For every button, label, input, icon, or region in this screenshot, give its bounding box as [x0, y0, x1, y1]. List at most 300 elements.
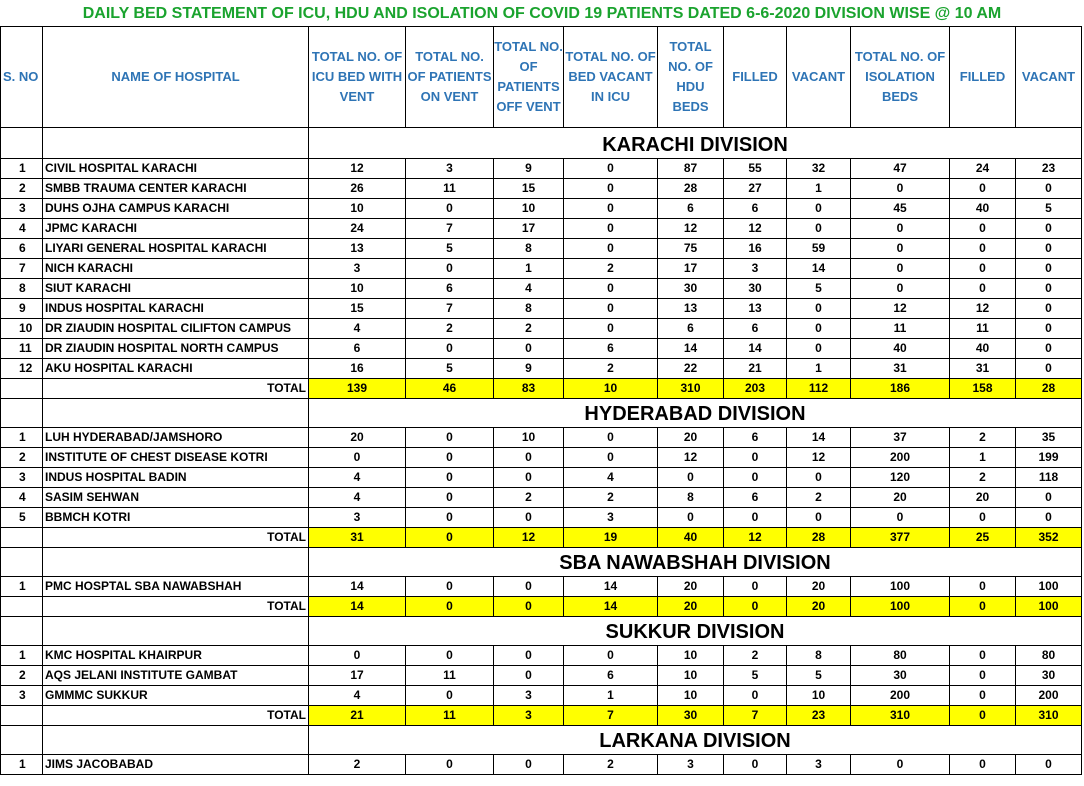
hospital-name: INDUS HOSPITAL BADIN: [43, 468, 309, 488]
value-cell: 200: [851, 686, 950, 706]
division-name: LARKANA DIVISION: [309, 726, 1082, 755]
serial-number: 12: [1, 359, 43, 379]
value-cell: 3: [787, 755, 851, 775]
value-cell: 11: [851, 319, 950, 339]
value-cell: 6: [724, 488, 787, 508]
value-cell: 14: [787, 259, 851, 279]
value-cell: 6: [406, 279, 494, 299]
division-spacer: [43, 548, 309, 577]
value-cell: 12: [950, 299, 1016, 319]
value-cell: 0: [950, 755, 1016, 775]
total-value: 14: [564, 597, 658, 617]
value-cell: 0: [494, 339, 564, 359]
value-cell: 12: [658, 448, 724, 468]
hospital-name: PMC HOSPTAL SBA NAWABSHAH: [43, 577, 309, 597]
value-cell: 6: [564, 666, 658, 686]
value-cell: 2: [309, 755, 406, 775]
total-value: 20: [658, 597, 724, 617]
value-cell: 0: [406, 755, 494, 775]
value-cell: 0: [564, 646, 658, 666]
value-cell: 2: [950, 428, 1016, 448]
value-cell: 0: [1016, 339, 1082, 359]
hospital-name: AQS JELANI INSTITUTE GAMBAT: [43, 666, 309, 686]
table-row: [1, 299, 1082, 319]
value-cell: 7: [406, 219, 494, 239]
total-value: 100: [1016, 597, 1082, 617]
value-cell: 0: [494, 468, 564, 488]
value-cell: 12: [309, 159, 406, 179]
value-cell: 10: [787, 686, 851, 706]
value-cell: 20: [851, 488, 950, 508]
total-value: 25: [950, 528, 1016, 548]
total-value: 0: [724, 597, 787, 617]
value-cell: 4: [309, 686, 406, 706]
value-cell: 13: [658, 299, 724, 319]
value-cell: 3: [658, 755, 724, 775]
division-header-row: [1, 726, 1082, 755]
table-row: [1, 577, 1082, 597]
hospital-name: SASIM SEHWAN: [43, 488, 309, 508]
value-cell: 9: [494, 159, 564, 179]
hospital-name: INDUS HOSPITAL KARACHI: [43, 299, 309, 319]
header-patients-off-vent: TOTAL NO. OF PATIENTS OFF VENT: [494, 27, 564, 128]
value-cell: 8: [787, 646, 851, 666]
table-row: [1, 279, 1082, 299]
value-cell: 10: [658, 686, 724, 706]
value-cell: 200: [851, 448, 950, 468]
value-cell: 0: [494, 666, 564, 686]
value-cell: 0: [787, 199, 851, 219]
serial-number: 1: [1, 646, 43, 666]
header-bed-vacant-icu: TOTAL NO. OF BED VACANT IN ICU: [564, 27, 658, 128]
hospital-name: GMMMC SUKKUR: [43, 686, 309, 706]
value-cell: 11: [406, 179, 494, 199]
total-value: 0: [950, 597, 1016, 617]
table-row: [1, 239, 1082, 259]
value-cell: 21: [724, 359, 787, 379]
value-cell: 3: [494, 686, 564, 706]
value-cell: 0: [950, 508, 1016, 528]
division-name: KARACHI DIVISION: [309, 128, 1082, 159]
value-cell: 0: [564, 179, 658, 199]
value-cell: 2: [494, 319, 564, 339]
division-name: SUKKUR DIVISION: [309, 617, 1082, 646]
value-cell: 3: [309, 259, 406, 279]
value-cell: 3: [406, 159, 494, 179]
total-value: 377: [851, 528, 950, 548]
table-row: [1, 359, 1082, 379]
value-cell: 20: [950, 488, 1016, 508]
total-value: 14: [309, 597, 406, 617]
value-cell: 0: [406, 577, 494, 597]
total-value: 100: [851, 597, 950, 617]
serial-number: 7: [1, 259, 43, 279]
table-row: [1, 488, 1082, 508]
value-cell: 15: [309, 299, 406, 319]
value-cell: 4: [564, 468, 658, 488]
value-cell: 0: [1016, 299, 1082, 319]
hospital-name: DR ZIAUDIN HOSPITAL NORTH CAMPUS: [43, 339, 309, 359]
value-cell: 0: [950, 577, 1016, 597]
value-cell: 0: [724, 577, 787, 597]
header-hospital-name: NAME OF HOSPITAL: [43, 27, 309, 128]
division-spacer: [43, 617, 309, 646]
value-cell: 0: [1016, 259, 1082, 279]
serial-number: 6: [1, 239, 43, 259]
table-row: [1, 666, 1082, 686]
hospital-name: NICH KARACHI: [43, 259, 309, 279]
value-cell: 20: [787, 577, 851, 597]
total-spacer: [1, 528, 43, 548]
division-spacer: [1, 726, 43, 755]
total-label: TOTAL: [43, 597, 309, 617]
total-value: 7: [564, 706, 658, 726]
hospital-name: DR ZIAUDIN HOSPITAL CILIFTON CAMPUS: [43, 319, 309, 339]
value-cell: 23: [1016, 159, 1082, 179]
value-cell: 0: [494, 755, 564, 775]
value-cell: 0: [564, 448, 658, 468]
value-cell: 15: [494, 179, 564, 199]
value-cell: 0: [406, 428, 494, 448]
value-cell: 118: [1016, 468, 1082, 488]
value-cell: 6: [658, 319, 724, 339]
total-row: [1, 528, 1082, 548]
value-cell: 12: [787, 448, 851, 468]
value-cell: 10: [309, 279, 406, 299]
value-cell: 200: [1016, 686, 1082, 706]
value-cell: 17: [494, 219, 564, 239]
table-row: [1, 199, 1082, 219]
value-cell: 0: [851, 508, 950, 528]
value-cell: 12: [658, 219, 724, 239]
serial-number: 1: [1, 159, 43, 179]
header-hdu-filled: FILLED: [724, 27, 787, 128]
value-cell: 0: [406, 259, 494, 279]
header-sno: S. NO: [1, 27, 43, 128]
total-value: 20: [787, 597, 851, 617]
value-cell: 2: [950, 468, 1016, 488]
value-cell: 6: [724, 199, 787, 219]
division-header-row: [1, 128, 1082, 159]
value-cell: 0: [1016, 359, 1082, 379]
total-value: 23: [787, 706, 851, 726]
division-name: SBA NAWABSHAH DIVISION: [309, 548, 1082, 577]
total-value: 12: [494, 528, 564, 548]
value-cell: 1: [494, 259, 564, 279]
header-row: [1, 27, 1082, 128]
value-cell: 20: [658, 577, 724, 597]
value-cell: 0: [406, 199, 494, 219]
value-cell: 1: [787, 359, 851, 379]
total-spacer: [1, 379, 43, 399]
total-value: 112: [787, 379, 851, 399]
value-cell: 5: [1016, 199, 1082, 219]
value-cell: 0: [1016, 488, 1082, 508]
division-spacer: [1, 617, 43, 646]
table-row: [1, 755, 1082, 775]
serial-number: 1: [1, 577, 43, 597]
value-cell: 0: [950, 666, 1016, 686]
hospital-name: SIUT KARACHI: [43, 279, 309, 299]
value-cell: 0: [1016, 319, 1082, 339]
serial-number: 8: [1, 279, 43, 299]
value-cell: 0: [1016, 508, 1082, 528]
total-label: TOTAL: [43, 706, 309, 726]
serial-number: 4: [1, 219, 43, 239]
value-cell: 0: [564, 299, 658, 319]
value-cell: 0: [787, 319, 851, 339]
total-value: 0: [950, 706, 1016, 726]
table-row: [1, 686, 1082, 706]
value-cell: 14: [658, 339, 724, 359]
serial-number: 1: [1, 428, 43, 448]
value-cell: 6: [724, 428, 787, 448]
value-cell: 40: [851, 339, 950, 359]
value-cell: 59: [787, 239, 851, 259]
hospital-name: INSTITUTE OF CHEST DISEASE KOTRI: [43, 448, 309, 468]
serial-number: 2: [1, 448, 43, 468]
value-cell: 0: [564, 279, 658, 299]
value-cell: 0: [309, 646, 406, 666]
value-cell: 0: [494, 577, 564, 597]
value-cell: 47: [851, 159, 950, 179]
serial-number: 9: [1, 299, 43, 319]
value-cell: 0: [658, 468, 724, 488]
value-cell: 26: [309, 179, 406, 199]
value-cell: 32: [787, 159, 851, 179]
value-cell: 0: [406, 488, 494, 508]
value-cell: 2: [724, 646, 787, 666]
value-cell: 100: [851, 577, 950, 597]
value-cell: 0: [494, 448, 564, 468]
division-name: HYDERABAD DIVISION: [309, 399, 1082, 428]
header-hdu-beds: TOTAL NO. OF HDU BEDS: [658, 27, 724, 128]
value-cell: 11: [406, 666, 494, 686]
division-header-row: [1, 548, 1082, 577]
total-row: [1, 706, 1082, 726]
value-cell: 120: [851, 468, 950, 488]
table-row: [1, 179, 1082, 199]
value-cell: 2: [406, 319, 494, 339]
value-cell: 75: [658, 239, 724, 259]
value-cell: 0: [1016, 279, 1082, 299]
hospital-name: CIVIL HOSPITAL KARACHI: [43, 159, 309, 179]
total-value: 12: [724, 528, 787, 548]
value-cell: 0: [851, 219, 950, 239]
division-spacer: [43, 726, 309, 755]
value-cell: 22: [658, 359, 724, 379]
total-value: 310: [1016, 706, 1082, 726]
value-cell: 31: [851, 359, 950, 379]
total-spacer: [1, 597, 43, 617]
header-isolation-vacant: VACANT: [1016, 27, 1082, 128]
value-cell: 6: [658, 199, 724, 219]
value-cell: 40: [950, 199, 1016, 219]
value-cell: 5: [787, 279, 851, 299]
value-cell: 12: [724, 219, 787, 239]
serial-number: 10: [1, 319, 43, 339]
value-cell: 14: [787, 428, 851, 448]
hospital-name: SMBB TRAUMA CENTER KARACHI: [43, 179, 309, 199]
value-cell: 0: [406, 448, 494, 468]
value-cell: 0: [406, 646, 494, 666]
value-cell: 0: [950, 686, 1016, 706]
value-cell: 16: [724, 239, 787, 259]
value-cell: 40: [950, 339, 1016, 359]
division-header-row: [1, 399, 1082, 428]
value-cell: 0: [724, 755, 787, 775]
value-cell: 13: [309, 239, 406, 259]
serial-number: 11: [1, 339, 43, 359]
value-cell: 80: [851, 646, 950, 666]
hospital-name: LIYARI GENERAL HOSPITAL KARACHI: [43, 239, 309, 259]
value-cell: 45: [851, 199, 950, 219]
value-cell: 0: [406, 508, 494, 528]
total-value: 30: [658, 706, 724, 726]
total-value: 186: [851, 379, 950, 399]
value-cell: 0: [564, 159, 658, 179]
header-patients-on-vent: TOTAL NO. OF PATIENTS ON VENT: [406, 27, 494, 128]
value-cell: 12: [851, 299, 950, 319]
total-value: 139: [309, 379, 406, 399]
value-cell: 3: [564, 508, 658, 528]
header-isolation-beds: TOTAL NO. OF ISOLATION BEDS: [851, 27, 950, 128]
value-cell: 9: [494, 359, 564, 379]
value-cell: 0: [1016, 755, 1082, 775]
value-cell: 87: [658, 159, 724, 179]
total-value: 10: [564, 379, 658, 399]
value-cell: 0: [851, 259, 950, 279]
total-value: 7: [724, 706, 787, 726]
value-cell: 27: [724, 179, 787, 199]
value-cell: 35: [1016, 428, 1082, 448]
division-header-row: [1, 617, 1082, 646]
value-cell: 0: [406, 686, 494, 706]
value-cell: 8: [658, 488, 724, 508]
value-cell: 14: [564, 577, 658, 597]
table-row: [1, 339, 1082, 359]
total-value: 0: [406, 597, 494, 617]
value-cell: 2: [564, 259, 658, 279]
total-value: 310: [851, 706, 950, 726]
value-cell: 16: [309, 359, 406, 379]
value-cell: 0: [950, 279, 1016, 299]
value-cell: 0: [564, 239, 658, 259]
table-row: [1, 219, 1082, 239]
value-cell: 0: [851, 179, 950, 199]
value-cell: 0: [950, 179, 1016, 199]
value-cell: 0: [724, 448, 787, 468]
total-value: 83: [494, 379, 564, 399]
value-cell: 10: [658, 646, 724, 666]
value-cell: 3: [309, 508, 406, 528]
table-row: [1, 646, 1082, 666]
table-row: [1, 508, 1082, 528]
value-cell: 0: [787, 508, 851, 528]
value-cell: 0: [1016, 219, 1082, 239]
hospital-name: JPMC KARACHI: [43, 219, 309, 239]
value-cell: 4: [309, 319, 406, 339]
header-isolation-filled: FILLED: [950, 27, 1016, 128]
serial-number: 4: [1, 488, 43, 508]
value-cell: 0: [564, 219, 658, 239]
value-cell: 2: [564, 488, 658, 508]
value-cell: 0: [950, 646, 1016, 666]
total-label: TOTAL: [43, 379, 309, 399]
serial-number: 3: [1, 199, 43, 219]
total-row: [1, 379, 1082, 399]
total-value: 0: [406, 528, 494, 548]
table-row: [1, 428, 1082, 448]
value-cell: 0: [724, 468, 787, 488]
value-cell: 1: [787, 179, 851, 199]
value-cell: 0: [787, 339, 851, 359]
total-row: [1, 597, 1082, 617]
table-row: [1, 448, 1082, 468]
value-cell: 17: [309, 666, 406, 686]
value-cell: 7: [406, 299, 494, 319]
value-cell: 11: [950, 319, 1016, 339]
value-cell: 24: [309, 219, 406, 239]
value-cell: 5: [787, 666, 851, 686]
value-cell: 30: [851, 666, 950, 686]
serial-number: 1: [1, 755, 43, 775]
total-spacer: [1, 706, 43, 726]
division-spacer: [1, 128, 43, 159]
hospital-name: JIMS JACOBABAD: [43, 755, 309, 775]
division-spacer: [43, 399, 309, 428]
value-cell: 2: [494, 488, 564, 508]
value-cell: 31: [950, 359, 1016, 379]
total-value: 310: [658, 379, 724, 399]
value-cell: 14: [309, 577, 406, 597]
total-value: 28: [1016, 379, 1082, 399]
value-cell: 1: [564, 686, 658, 706]
value-cell: 0: [406, 339, 494, 359]
total-value: 3: [494, 706, 564, 726]
value-cell: 5: [724, 666, 787, 686]
total-value: 46: [406, 379, 494, 399]
hospital-name: AKU HOSPITAL KARACHI: [43, 359, 309, 379]
total-value: 31: [309, 528, 406, 548]
total-label: TOTAL: [43, 528, 309, 548]
bed-statement-table: [0, 26, 1082, 775]
header-hdu-vacant: VACANT: [787, 27, 851, 128]
total-value: 19: [564, 528, 658, 548]
value-cell: 0: [564, 428, 658, 448]
value-cell: 0: [787, 219, 851, 239]
value-cell: 0: [787, 468, 851, 488]
total-value: 203: [724, 379, 787, 399]
serial-number: 3: [1, 686, 43, 706]
value-cell: 10: [309, 199, 406, 219]
value-cell: 5: [406, 239, 494, 259]
value-cell: 0: [564, 199, 658, 219]
header-icu-bed-with-vent: TOTAL NO. OF ICU BED WITH VENT: [309, 27, 406, 128]
table-row: [1, 319, 1082, 339]
total-value: 28: [787, 528, 851, 548]
value-cell: 0: [851, 239, 950, 259]
total-value: 352: [1016, 528, 1082, 548]
division-spacer: [1, 399, 43, 428]
value-cell: 8: [494, 299, 564, 319]
value-cell: 0: [851, 279, 950, 299]
value-cell: 10: [494, 199, 564, 219]
value-cell: 30: [1016, 666, 1082, 686]
value-cell: 2: [564, 755, 658, 775]
value-cell: 80: [1016, 646, 1082, 666]
hospital-name: KMC HOSPITAL KHAIRPUR: [43, 646, 309, 666]
